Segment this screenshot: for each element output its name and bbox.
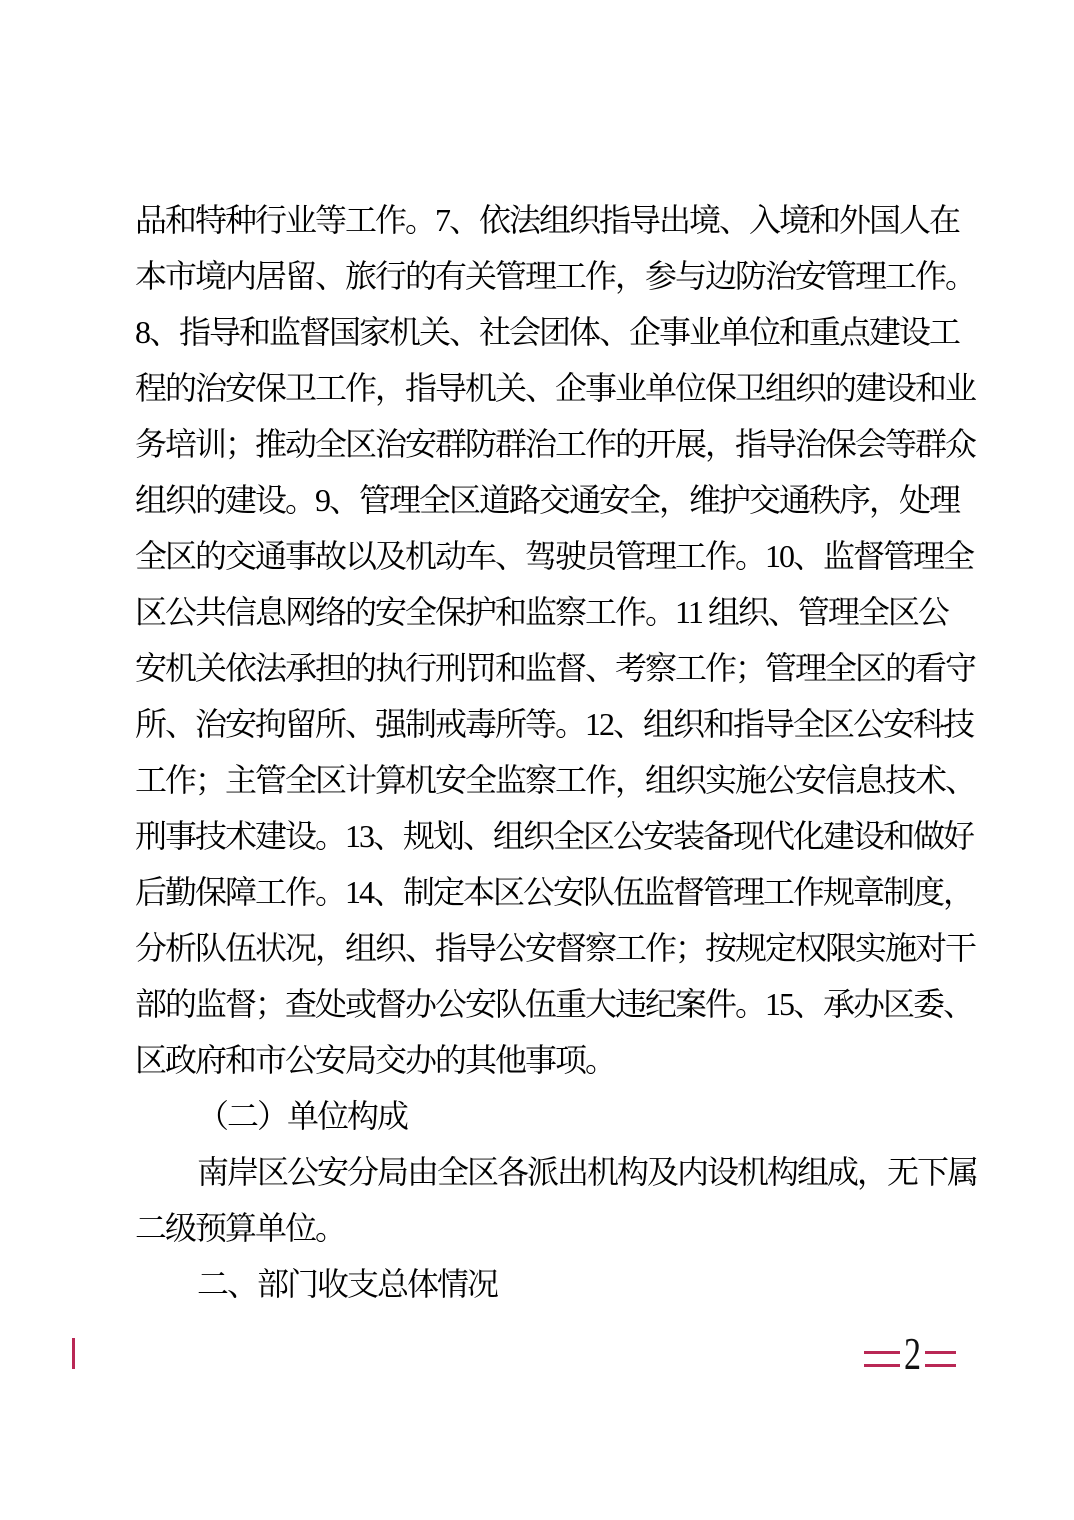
dash-icon [864,1351,900,1354]
body-line: 二、部门收支总体情况 [197,1266,498,1302]
dash-icon [864,1364,900,1367]
body-line: 二级预算单位。 [135,1210,346,1246]
body-line: 组织的建设。9、管理全区道路交通安全，维护交通秩序，处理 [135,482,960,518]
body-line: 刑事技术建设。13、规划、组织全区公安装备现代化建设和做好 [135,818,974,854]
body-line: 程的治安保卫工作，指导机关、企事业单位保卫组织的建设和业 [135,370,976,406]
body-line: 全区的交通事故以及机动车、驾驶员管理工作。10、监督管理全 [135,538,974,574]
body-line: 区政府和市公安局交办的其他事项。 [135,1042,616,1078]
body-line: 8、指导和监督国家机关、社会团体、企事业单位和重点建设工 [135,314,960,350]
body-line: 安机关依法承担的执行刑罚和监督、考察工作；管理全区的看守 [135,650,976,686]
page-number-digit: 2 [903,1328,922,1379]
body-line: 所、治安拘留所、强制戒毒所等。12、组织和指导全区公安科技 [135,706,974,742]
dash-icon [925,1351,956,1354]
body-line: （二）单位构成 [197,1098,408,1134]
page-number-left-dashes [864,1351,900,1367]
body-line: 区公共信息网络的安全保护和监察工作。11 组织、管理全区公 [135,594,948,630]
body-line: 后勤保障工作。14、制定本区公安队伍监督管理工作规章制度， [135,874,974,910]
body-line: 本市境内居留、旅行的有关管理工作，参与边防治安管理工作。 [135,258,976,294]
page-number-right-dashes [925,1351,956,1367]
body-text [135,192,978,1312]
body-line: 分析队伍状况，组织、指导公安督察工作；按规定权限实施对干 [135,930,976,966]
body-line: 品和特种行业等工作。7、依法组织指导出境、入境和外国人在 [135,202,960,238]
body-line: 部的监督；查处或督办公安队伍重大违纪案件。15、承办区委、 [135,986,974,1022]
dash-icon [925,1364,956,1367]
page-number [864,1328,956,1379]
body-line: 务培训；推动全区治安群防群治工作的开展，指导治保会等群众 [135,426,976,462]
body-line: 工作；主管全区计算机安全监察工作，组织实施公安信息技术、 [135,762,976,798]
body-line: 南岸区公安分局由全区各派出机构及内设机构组成，无下属 [197,1154,978,1190]
revision-mark-bar [72,1338,75,1369]
